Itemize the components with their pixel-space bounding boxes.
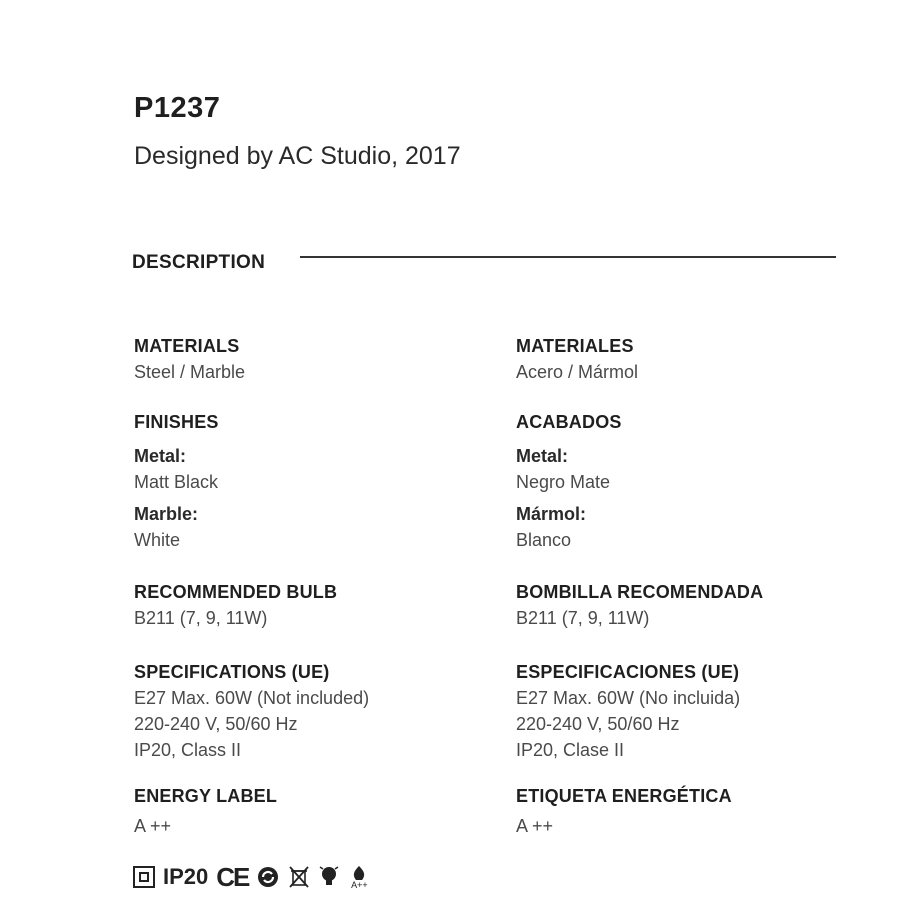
- finishes-block: [134, 409, 474, 553]
- specs-heading: SPECIFICATIONS (UE): [134, 662, 330, 682]
- marble-value: White: [134, 530, 181, 550]
- specs-line-2: 220-240 V, 50/60 Hz: [134, 714, 298, 734]
- acabados-heading: ACABADOS: [516, 412, 622, 432]
- metal-label: Metal:: [134, 446, 187, 466]
- weee-bin-icon: [288, 865, 310, 889]
- specs-block: [134, 659, 474, 763]
- bombilla-heading: BOMBILLA RECOMENDADA: [516, 582, 764, 602]
- materiales-value: Acero / Mármol: [516, 362, 639, 382]
- section-title: DESCRIPTION: [132, 252, 266, 273]
- bombilla-block: [516, 579, 856, 631]
- energy-heading: ENERGY LABEL: [134, 786, 278, 806]
- acabados-block: [516, 409, 856, 553]
- specs-line-3: IP20, Class II: [134, 740, 242, 760]
- energy-block: [134, 783, 474, 839]
- specs-line-1: E27 Max. 60W (Not included): [134, 688, 370, 708]
- bulb-value: B211 (7, 9, 11W): [134, 608, 268, 628]
- materiales-heading: MATERIALES: [516, 336, 634, 356]
- energy-a-plus-label: A++: [351, 879, 368, 890]
- etiqueta-block: [516, 783, 856, 839]
- energy-a-plus-icon: [348, 865, 370, 890]
- marmol-label: Mármol:: [516, 504, 587, 524]
- recycle-icon: [256, 865, 280, 889]
- energy-value: A ++: [134, 816, 172, 836]
- especificaciones-line-3: IP20, Clase II: [516, 740, 625, 760]
- certification-icons: [133, 862, 370, 892]
- designer-credit: Designed by AC Studio, 2017: [134, 142, 461, 170]
- materials-heading: MATERIALS: [134, 336, 240, 356]
- especificaciones-line-1: E27 Max. 60W (No incluida): [516, 688, 741, 708]
- class-ii-icon: [133, 866, 155, 888]
- metal-value: Matt Black: [134, 472, 219, 492]
- bulb-block: [134, 579, 474, 631]
- metal-value-es: Negro Mate: [516, 472, 611, 492]
- materials-block: [134, 333, 474, 385]
- section-divider: [300, 256, 836, 258]
- bulb-heading: RECOMMENDED BULB: [134, 582, 338, 602]
- metal-label-es: Metal:: [516, 446, 569, 466]
- etiqueta-heading: ETIQUETA ENERGÉTICA: [516, 786, 732, 806]
- materials-value: Steel / Marble: [134, 362, 246, 382]
- materiales-block: [516, 333, 856, 385]
- marmol-value: Blanco: [516, 530, 572, 550]
- bulb-icon: [318, 864, 340, 890]
- especificaciones-block: [516, 659, 856, 763]
- ce-mark-icon: CE: [216, 861, 249, 892]
- product-code: P1237: [134, 92, 221, 124]
- etiqueta-value: A ++: [516, 816, 554, 836]
- especificaciones-heading: ESPECIFICACIONES (UE): [516, 662, 740, 682]
- bombilla-value: B211 (7, 9, 11W): [516, 608, 650, 628]
- especificaciones-line-2: 220-240 V, 50/60 Hz: [516, 714, 680, 734]
- finishes-heading: FINISHES: [134, 412, 219, 432]
- marble-label: Marble:: [134, 504, 199, 524]
- ip-rating-icon: IP20: [163, 864, 209, 889]
